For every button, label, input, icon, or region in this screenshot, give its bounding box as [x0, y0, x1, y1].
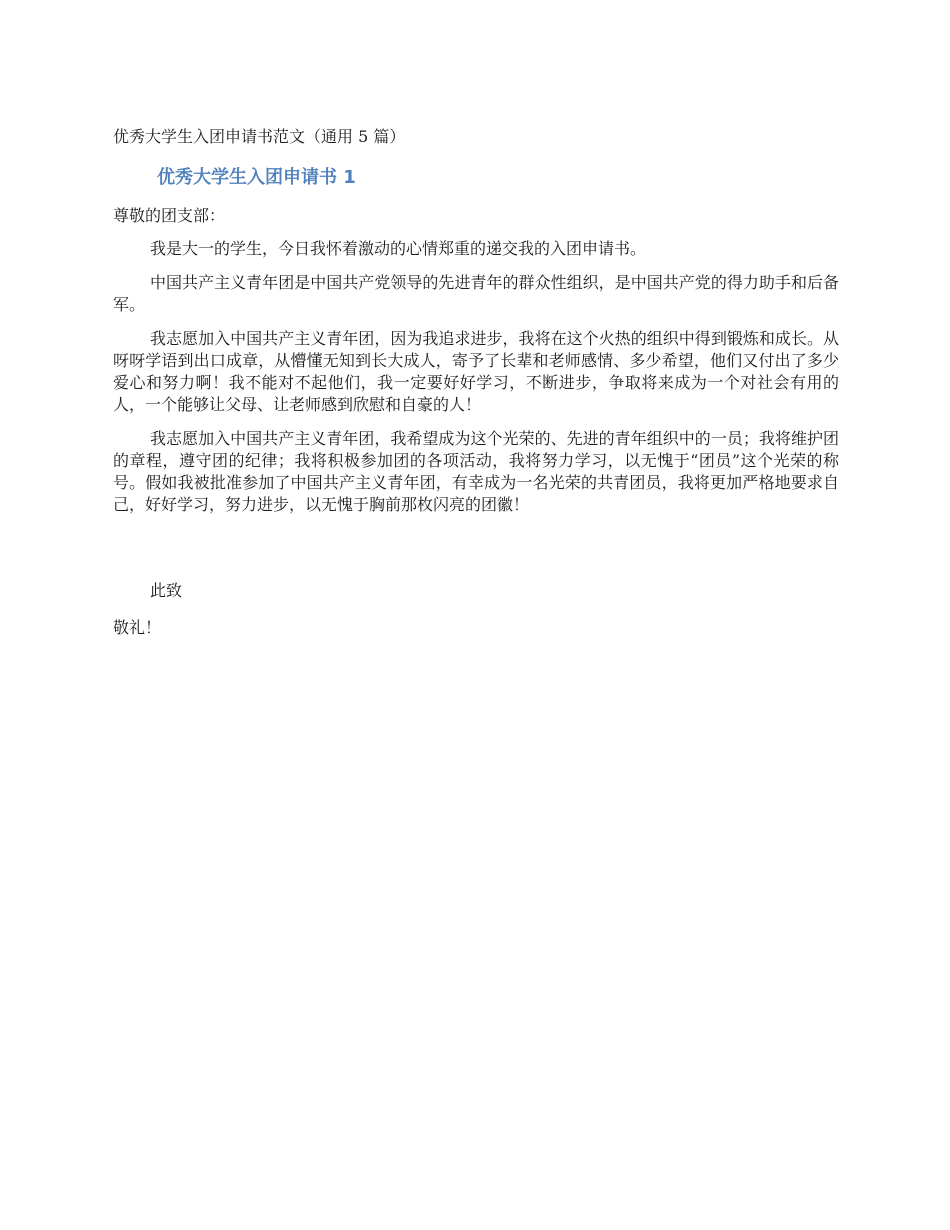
regards-line: 敬礼！ [113, 618, 162, 637]
paragraph-4: 我志愿加入中国共产主义青年团，我希望成为这个光荣的、先进的青年组织中的一员；我将维护团的章程，遵守团的纪律；我将积极参加团的各项活动，我将努力学习，以无愧于“团员”这个光荣的称号。假如我被批准参加了中国共产主义青年团，有幸成为一名光荣的共青团员，我将更加严格地要求自己，好好学习，努力进步，以无愧于胸前那枚闪亮的团徽！ [113, 429, 839, 514]
closing-line: 此致 [150, 581, 183, 600]
salutation: 尊敬的团支部： [113, 206, 226, 225]
paragraph-2: 中国共产主义青年团是中国共产党领导的先进青年的群众性组织，是中国共产党的得力助手和后备军。 [113, 273, 839, 314]
section-heading: 优秀大学生入团申请书 1 [157, 167, 356, 188]
letter-body [113, 238, 839, 528]
paragraph-3: 我志愿加入中国共产主义青年团，因为我追求进步，我将在这个火热的组织中得到锻炼和成长。从呀呀学语到出口成章，从懵懂无知到长大成人，寄予了长辈和老师感情、多少希望，他们又付出了多少爱心和努力啊！我不能对不起他们，我一定要好好学习，不断进步，争取将来成为一个对社会有用的人，一个能够让父母、让老师感到欣慰和自豪的人！ [113, 329, 839, 414]
document-title: 优秀大学生入团申请书范文（通用 5 篇） [113, 127, 406, 146]
paragraph-1: 我是大一的学生，今日我怀着激动的心情郑重的递交我的入团申请书。 [150, 239, 647, 258]
